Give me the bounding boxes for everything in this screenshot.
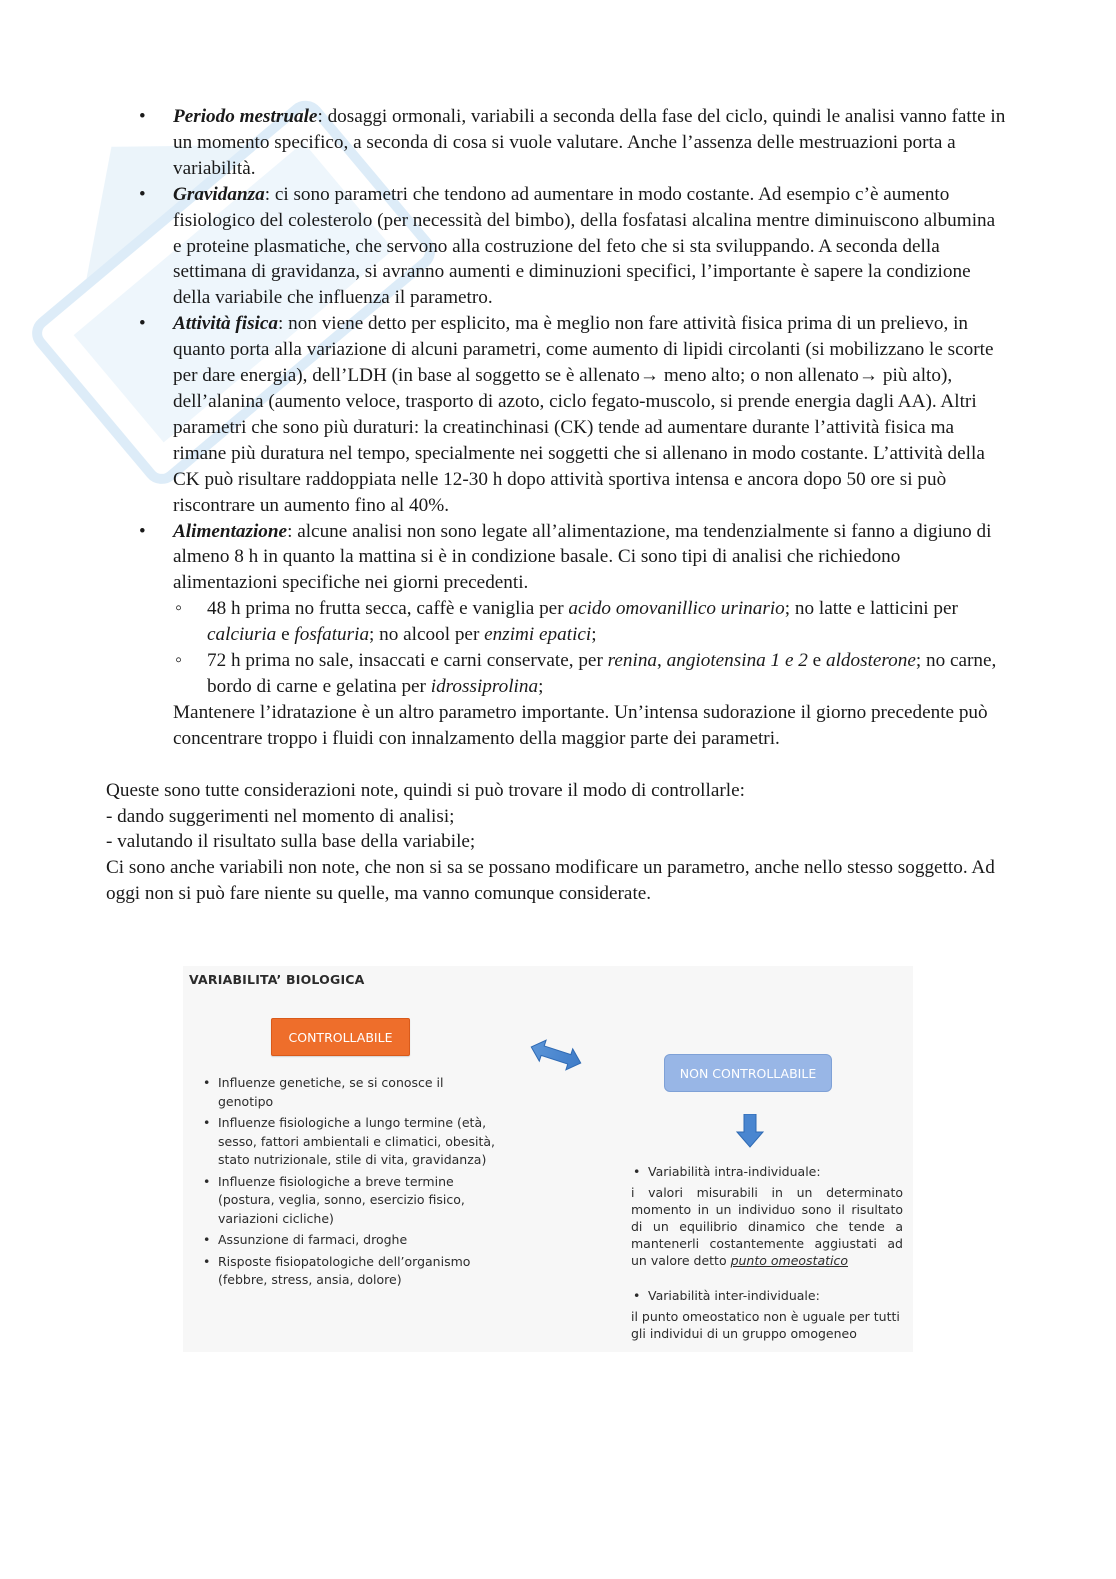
list-item xyxy=(106,182,1006,312)
list-item: • Assunzione di farmaci, droghe xyxy=(201,1231,501,1250)
text: ; xyxy=(538,675,544,697)
double-arrow-icon xyxy=(528,1036,584,1074)
list-item: • Influenze fisiologiche a breve termine (postura, veglia, sonno, esercizio fisico, variazioni cicliche) xyxy=(201,1173,501,1229)
analyte: renina xyxy=(607,650,658,672)
analyte: idrossiprolina xyxy=(430,675,539,697)
controllable-box: CONTROLLABILE xyxy=(271,1018,410,1056)
analyte: fosfaturia xyxy=(294,624,370,646)
analyte: aldosterone xyxy=(825,650,916,672)
biological-variability-figure xyxy=(183,966,913,1352)
text: ; xyxy=(591,624,597,646)
paragraph-line: - valutando il risultato sulla base della variabile; xyxy=(106,831,476,853)
inter-text: il punto omeostatico non è uguale per tutti gli individui di un gruppo omogeneo xyxy=(631,1309,900,1341)
intra-text xyxy=(631,1184,903,1269)
list-item: • Influenze genetiche, se si conosce il genotipo xyxy=(201,1074,501,1111)
sub-item xyxy=(173,596,1006,648)
hydration-paragraph: Mantenere l’idratazione è un altro parametro importante. Un’intensa sudorazione il giorno precedente può concentrare troppo i fluidi con innalzamento della maggior parte dei parametri. xyxy=(173,701,988,749)
intra-heading: • Variabilità intra-individuale: xyxy=(631,1163,903,1180)
factor-list xyxy=(106,104,1006,752)
paragraph-line: - dando suggerimenti nel momento di analisi; xyxy=(106,805,455,827)
list-item xyxy=(106,311,1006,518)
list-item xyxy=(106,104,1006,182)
text: e xyxy=(807,650,826,672)
analyte: angiotensina 1 e 2 xyxy=(666,650,808,672)
text: 48 h prima no frutta secca, caffè e vaniglia per xyxy=(207,598,569,620)
list-item: • Influenze fisiologiche a lungo termine (età, sesso, fattori ambientali e climatici, obesità, stato nutrizionale, stile di vita, gravidanza) xyxy=(201,1114,501,1170)
paragraph-line: Queste sono tutte considerazioni note, quindi si può trovare il modo di controllarle: xyxy=(106,779,745,801)
text: ; no alcool per xyxy=(369,624,485,646)
text: e xyxy=(276,624,295,646)
text: 72 h prima no sale, insaccati e carni conservate, per xyxy=(207,650,608,672)
non-controllable-details xyxy=(631,1163,903,1342)
diet-sublist xyxy=(173,596,1006,700)
paragraph-line: Ci sono anche variabili non note, che non si sa se possano modificare un parametro, anche nello stesso soggetto. Ad oggi non si può fare niente su quelle, ma vanno comunque considerate. xyxy=(106,857,995,905)
text: ; no carne, bordo di carne e gelatina per xyxy=(207,650,997,697)
term-alimentazione: Alimentazione xyxy=(173,520,288,542)
term-periodo-mestruale: Periodo mestruale xyxy=(173,106,318,127)
analyte: acido omovanillico urinario xyxy=(568,598,785,620)
analyte: calciuria xyxy=(207,624,277,646)
text: ; no latte e latticini per xyxy=(784,598,958,620)
item-text: : alcune analisi non sono legate all’alimentazione, ma tendenzialmente si fanno a digiuno di almeno 8 h in quanto la mattina si è in condizione basale. Ci sono tipi di analisi che richiedono alimentazioni specifiche nei giorni precedenti. xyxy=(173,520,992,594)
term-attivita-fisica: Attività fisica xyxy=(173,313,278,335)
controllable-list xyxy=(201,1074,501,1293)
term-gravidanza: Gravidanza xyxy=(173,183,265,205)
item-text: : dosaggi ormonali, variabili a seconda della fase del ciclo, quindi le analisi vanno fatte in un momento specifico, a seconda di cosa si vuole valutare. Anche l’assenza delle mestruazioni porta a variabilità. xyxy=(173,106,1006,179)
item-text: : non viene detto per esplicito, ma è meglio non fare attività fisica prima di un prelievo, in quanto porta alla variazione di alcuni parametri, come aumento di lipidi circolanti (si mobilizzano le scorte per dare energia), dell’LDH (in base al soggetto se è allenato→ meno alto; o non allenato→ più alto), dell’alanina (aumento veloce, trasporto di azoto, ciclo fegato-muscolo, si prende energia dagli AA). Altri parametri che sono più duraturi: la creatinchinasi (CK) tende ad aumentare durante l’attività fisica ma rimane più duratura nel tempo, specialmente nei soggetti che si allenano in modo costante. L’attività della CK può risultare raddoppiata nelle 12-30 h dopo attività sportiva intensa e ancora dopo 50 ore si può riscontrare un aumento fino al 40%. xyxy=(173,313,994,516)
item-text: : ci sono parametri che tendono ad aumentare in modo costante. Ad esempio c’è aumento fisiologico del colesterolo (per necessità del bimbo), della fosfatasi alcalina mentre diminuiscono albumina e proteine plasmatiche, che servono alla costruzione del feto che si sta sviluppando. A seconda della settimana di gravidanza, si avranno aumenti e diminuzioni specifici, l’importante è sapere la condizione della variabile che influenza il parametro. xyxy=(173,183,996,309)
sub-item xyxy=(173,648,1006,700)
figure-title: VARIABILITA’ BIOLOGICA xyxy=(189,972,365,987)
analyte: enzimi epatici xyxy=(484,624,592,646)
closing-paragraph xyxy=(106,778,1006,908)
list-item xyxy=(106,519,1006,752)
inter-heading: • Variabilità inter-individuale: xyxy=(631,1287,903,1304)
text: , xyxy=(657,650,667,672)
document-body xyxy=(106,104,1006,907)
list-item: • Risposte fisiopatologiche dell’organismo (febbre, stress, ansia, dolore) xyxy=(201,1253,501,1290)
non-controllable-box: NON CONTROLLABILE xyxy=(664,1054,832,1092)
down-arrow-icon xyxy=(736,1114,764,1148)
punto-omeostatico-term: punto omeostatico xyxy=(730,1253,849,1268)
text: i valori misurabili in un determinato momento in un individuo sono il risultato di un equilibrio dinamico che tende a mantenerli costantemente aggiustati ad un valore detto xyxy=(631,1185,903,1268)
